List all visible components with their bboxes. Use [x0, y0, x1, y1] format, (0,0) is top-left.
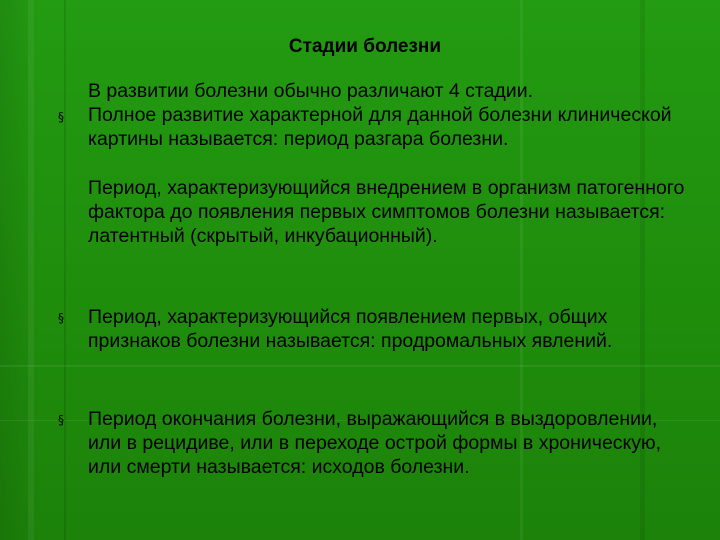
intro-paragraph: В развитии болезни обычно различают 4 стадии. [88, 80, 534, 102]
paragraph-latent-period: Период, характеризующийся внедрением в организм патогенного фактора до появления первых симптомов болезни называется: латентный (скрытый, инкубационный). [88, 177, 685, 247]
bullet-icon: § [58, 413, 64, 427]
paragraph-peak-period: Полное развитие характерной для данной болезни клинической картины называется: период разгара болезни. [88, 104, 672, 150]
decor-stripe [64, 0, 66, 540]
decor-band [0, 365, 720, 367]
paragraph-outcome-period: Период окончания болезни, выражающийся в выздоровлении, или в рецидиве, или в переходе острой формы в хроническую, или смерти называется: исходов болезни. [88, 408, 662, 478]
bullet-icon: § [58, 311, 64, 325]
slide-title: Стадии болезни [288, 36, 442, 57]
bullet-icon: § [58, 110, 64, 124]
paragraph-prodromal-period: Период, характеризующийся появлением первых, общих признаков болезни называется: продромальных явлений. [88, 306, 613, 352]
decor-stripe [28, 0, 34, 540]
